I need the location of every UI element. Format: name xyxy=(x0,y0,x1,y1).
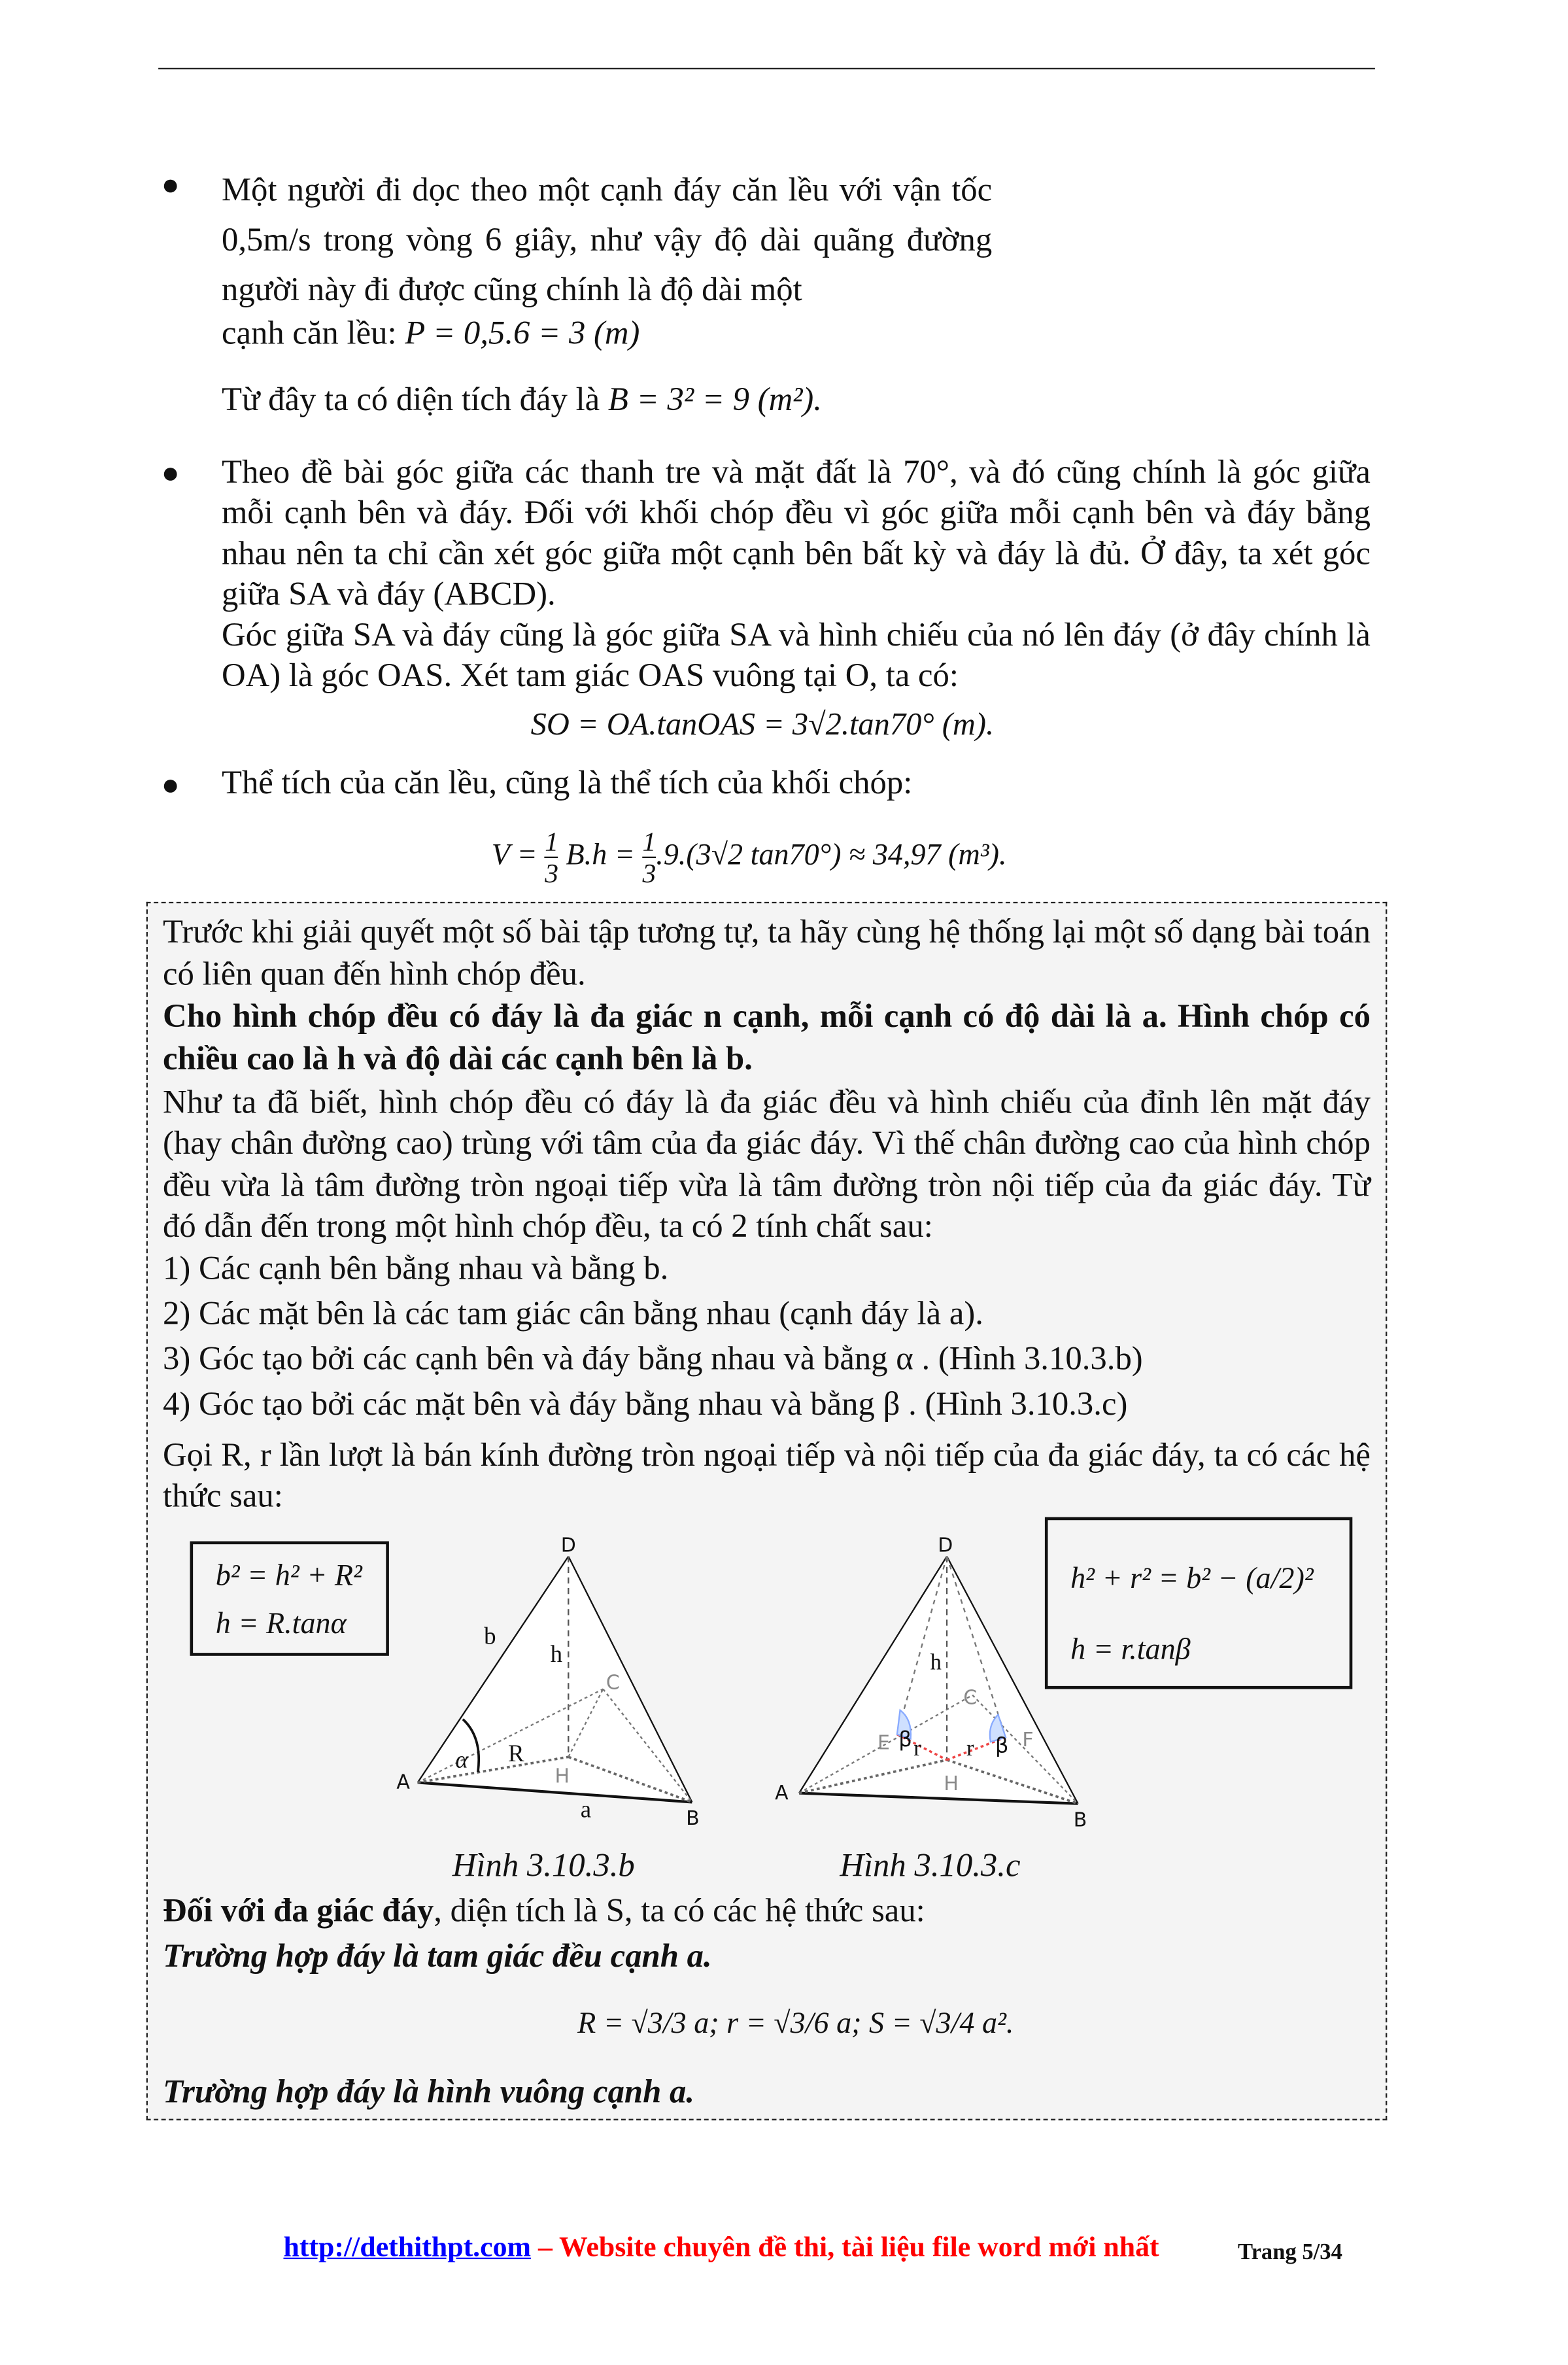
label-radius: R xyxy=(508,1740,524,1767)
box-bold-statement: Cho hình chóp đều có đáy là đa giác n cạnh, mỗi cạnh có độ dài là a. Hình chóp có chiều cao là h và độ dài các cạnh bên là b. xyxy=(163,997,1371,1077)
label-side: a xyxy=(580,1795,592,1823)
bullet-1-line4 xyxy=(222,314,639,353)
formula-line: h = r.tanβ xyxy=(1070,1633,1191,1666)
formula-box-alpha xyxy=(190,1542,389,1656)
label-beta: β xyxy=(995,1733,1009,1758)
case-square: Trường hợp đáy là hình vuông cạnh a. xyxy=(163,2072,695,2110)
label-d: D xyxy=(938,1534,953,1557)
label-c: C xyxy=(963,1686,978,1710)
property-3: 3) Góc tạo bởi các cạnh bên và đáy bằng nhau và bằng α . (Hình 3.10.3.b) xyxy=(163,1339,1143,1377)
page-number: Trang 5/34 xyxy=(1238,2241,1342,2266)
text: Từ đây ta có diện tích đáy là xyxy=(221,380,600,418)
fraction xyxy=(545,827,558,889)
formula-v xyxy=(492,827,1007,889)
footer xyxy=(283,2232,1159,2266)
label-alpha: α xyxy=(455,1746,468,1773)
header-rule xyxy=(158,68,1375,69)
box-intro: Trước khi giải quyết một số bài tập tương tự, ta hãy cùng hệ thống lại một số dạng bài toán có liên quan đến hình chóp đều. xyxy=(163,912,1371,993)
formula-so: SO = OA.tanOAS = 3√2.tan70° (m). xyxy=(530,706,995,742)
bullet-1-line5 xyxy=(222,380,822,419)
radius-intro: Gọi R, r lần lượt là bán kính đường tròn ngoại tiếp và nội tiếp của đa giác đáy, ta có các hệ thức sau: xyxy=(163,1436,1371,1515)
label-f: F xyxy=(1022,1729,1034,1752)
v-left: V = xyxy=(491,838,537,872)
label-h: H xyxy=(554,1765,570,1788)
label-edge-b: b xyxy=(484,1622,496,1649)
label-c: C xyxy=(605,1671,620,1695)
figure-3-10-3-b xyxy=(384,1526,716,1835)
footer-tagline: Website chuyên đề thi, tài liệu file word mới nhất xyxy=(559,2232,1159,2264)
label-b: B xyxy=(1073,1808,1087,1832)
v-rest: .9.(3√2 tan70°) ≈ 34,97 (m³). xyxy=(656,838,1007,872)
website-link[interactable]: http://dethithpt.com xyxy=(283,2232,532,2264)
formula-line: h² + r² = b² − (a/2)² xyxy=(1070,1562,1314,1596)
label-b: B xyxy=(686,1807,700,1831)
bullet-icon: ● xyxy=(161,457,180,491)
caption-c: Hình 3.10.3.c xyxy=(840,1846,1021,1884)
bullet-2-text: Theo đề bài góc giữa các thanh tre và mặt đất là 70°, và đó cũng chính là góc giữa mỗi cạnh bên và đáy. Đối với khối chóp đều vì góc giữa mỗi cạnh bên và đáy bằng nhau nên ta chỉ cần xét góc giữa một cạnh bên bất kỳ và đáy là đủ. Ở đây, ta xét góc giữa SA và đáy (ABCD). xyxy=(221,452,1371,613)
bullet-1-text: Một người đi dọc theo một cạnh đáy căn lều với vận tốc 0,5m/s trong vòng 6 giây, như vậy độ dài quãng đường người này đi được cũng chính là độ dài một xyxy=(221,170,993,308)
v-mid: B.h = xyxy=(566,838,635,872)
base-heading xyxy=(163,1891,925,1930)
num: 1 xyxy=(545,827,558,858)
formula-line: b² = h² + R² xyxy=(215,1559,362,1593)
bullet-icon: ● xyxy=(161,169,180,202)
label-a: A xyxy=(775,1781,789,1804)
formula-b: B = 3² = 9 (m²). xyxy=(607,380,823,418)
case-triangle: Trường hợp đáy là tam giác đều cạnh a. xyxy=(163,1936,712,1975)
dash: – xyxy=(531,2232,560,2264)
label-height: h xyxy=(550,1640,563,1667)
property-2: 2) Các mặt bên là các tam giác cân bằng nhau (cạnh đáy là a). xyxy=(163,1294,983,1332)
label-d: D xyxy=(560,1534,576,1557)
label-a: A xyxy=(396,1770,410,1794)
bold-text: Đối với đa giác đáy xyxy=(163,1891,434,1929)
text: , diện tích là S, ta có các hệ thức sau: xyxy=(434,1891,925,1929)
formula-p: P = 0,5.6 = 3 (m) xyxy=(405,313,640,352)
label-r: r xyxy=(966,1735,974,1761)
bullet-3-text: Thể tích của căn lều, cũng là thể tích của khối chóp: xyxy=(221,763,913,801)
num: 1 xyxy=(642,827,656,858)
text: cạnh căn lều: xyxy=(221,313,397,352)
label-height: h xyxy=(930,1649,942,1675)
label-e: E xyxy=(877,1731,890,1755)
bullet-2-text2: Góc giữa SA và đáy cũng là góc giữa SA và hình chiếu của nó lên đáy (ở đây chính là OA) là góc OAS. Xét tam giác OAS vuông tại O, ta có: xyxy=(221,615,1371,694)
label-r: r xyxy=(913,1735,921,1761)
property-1: 1) Các cạnh bên bằng nhau và bằng b. xyxy=(163,1249,669,1286)
label-beta: β xyxy=(898,1727,912,1752)
figure-3-10-3-c xyxy=(772,1526,1104,1835)
property-4: 4) Góc tạo bởi các mặt bên và đáy bằng nhau và bằng β . (Hình 3.10.3.c) xyxy=(163,1384,1128,1423)
triangle-formula: R = √3/3 a; r = √3/6 a; S = √3/4 a². xyxy=(577,2007,1014,2041)
fraction xyxy=(642,827,656,889)
caption-b: Hình 3.10.3.b xyxy=(452,1846,635,1884)
bullet-icon: ● xyxy=(161,768,180,803)
formula-line: h = R.tanα xyxy=(215,1607,347,1641)
den: 3 xyxy=(545,858,558,889)
box-explanation: Như ta đã biết, hình chóp đều có đáy là đa giác đều và hình chiếu của đỉnh lên mặt đáy (hay chân đường cao) trùng với tâm của đa giác đáy. Vì thế chân đường cao của hình chóp đều vừa là tâm đường tròn ngoại tiếp vừa là tâm đường tròn nội tiếp của đa giác đáy. Từ đó dẫn đến trong một hình chóp đều, ta có 2 tính chất sau: xyxy=(163,1082,1371,1245)
label-h: H xyxy=(944,1772,959,1795)
den: 3 xyxy=(642,858,656,889)
